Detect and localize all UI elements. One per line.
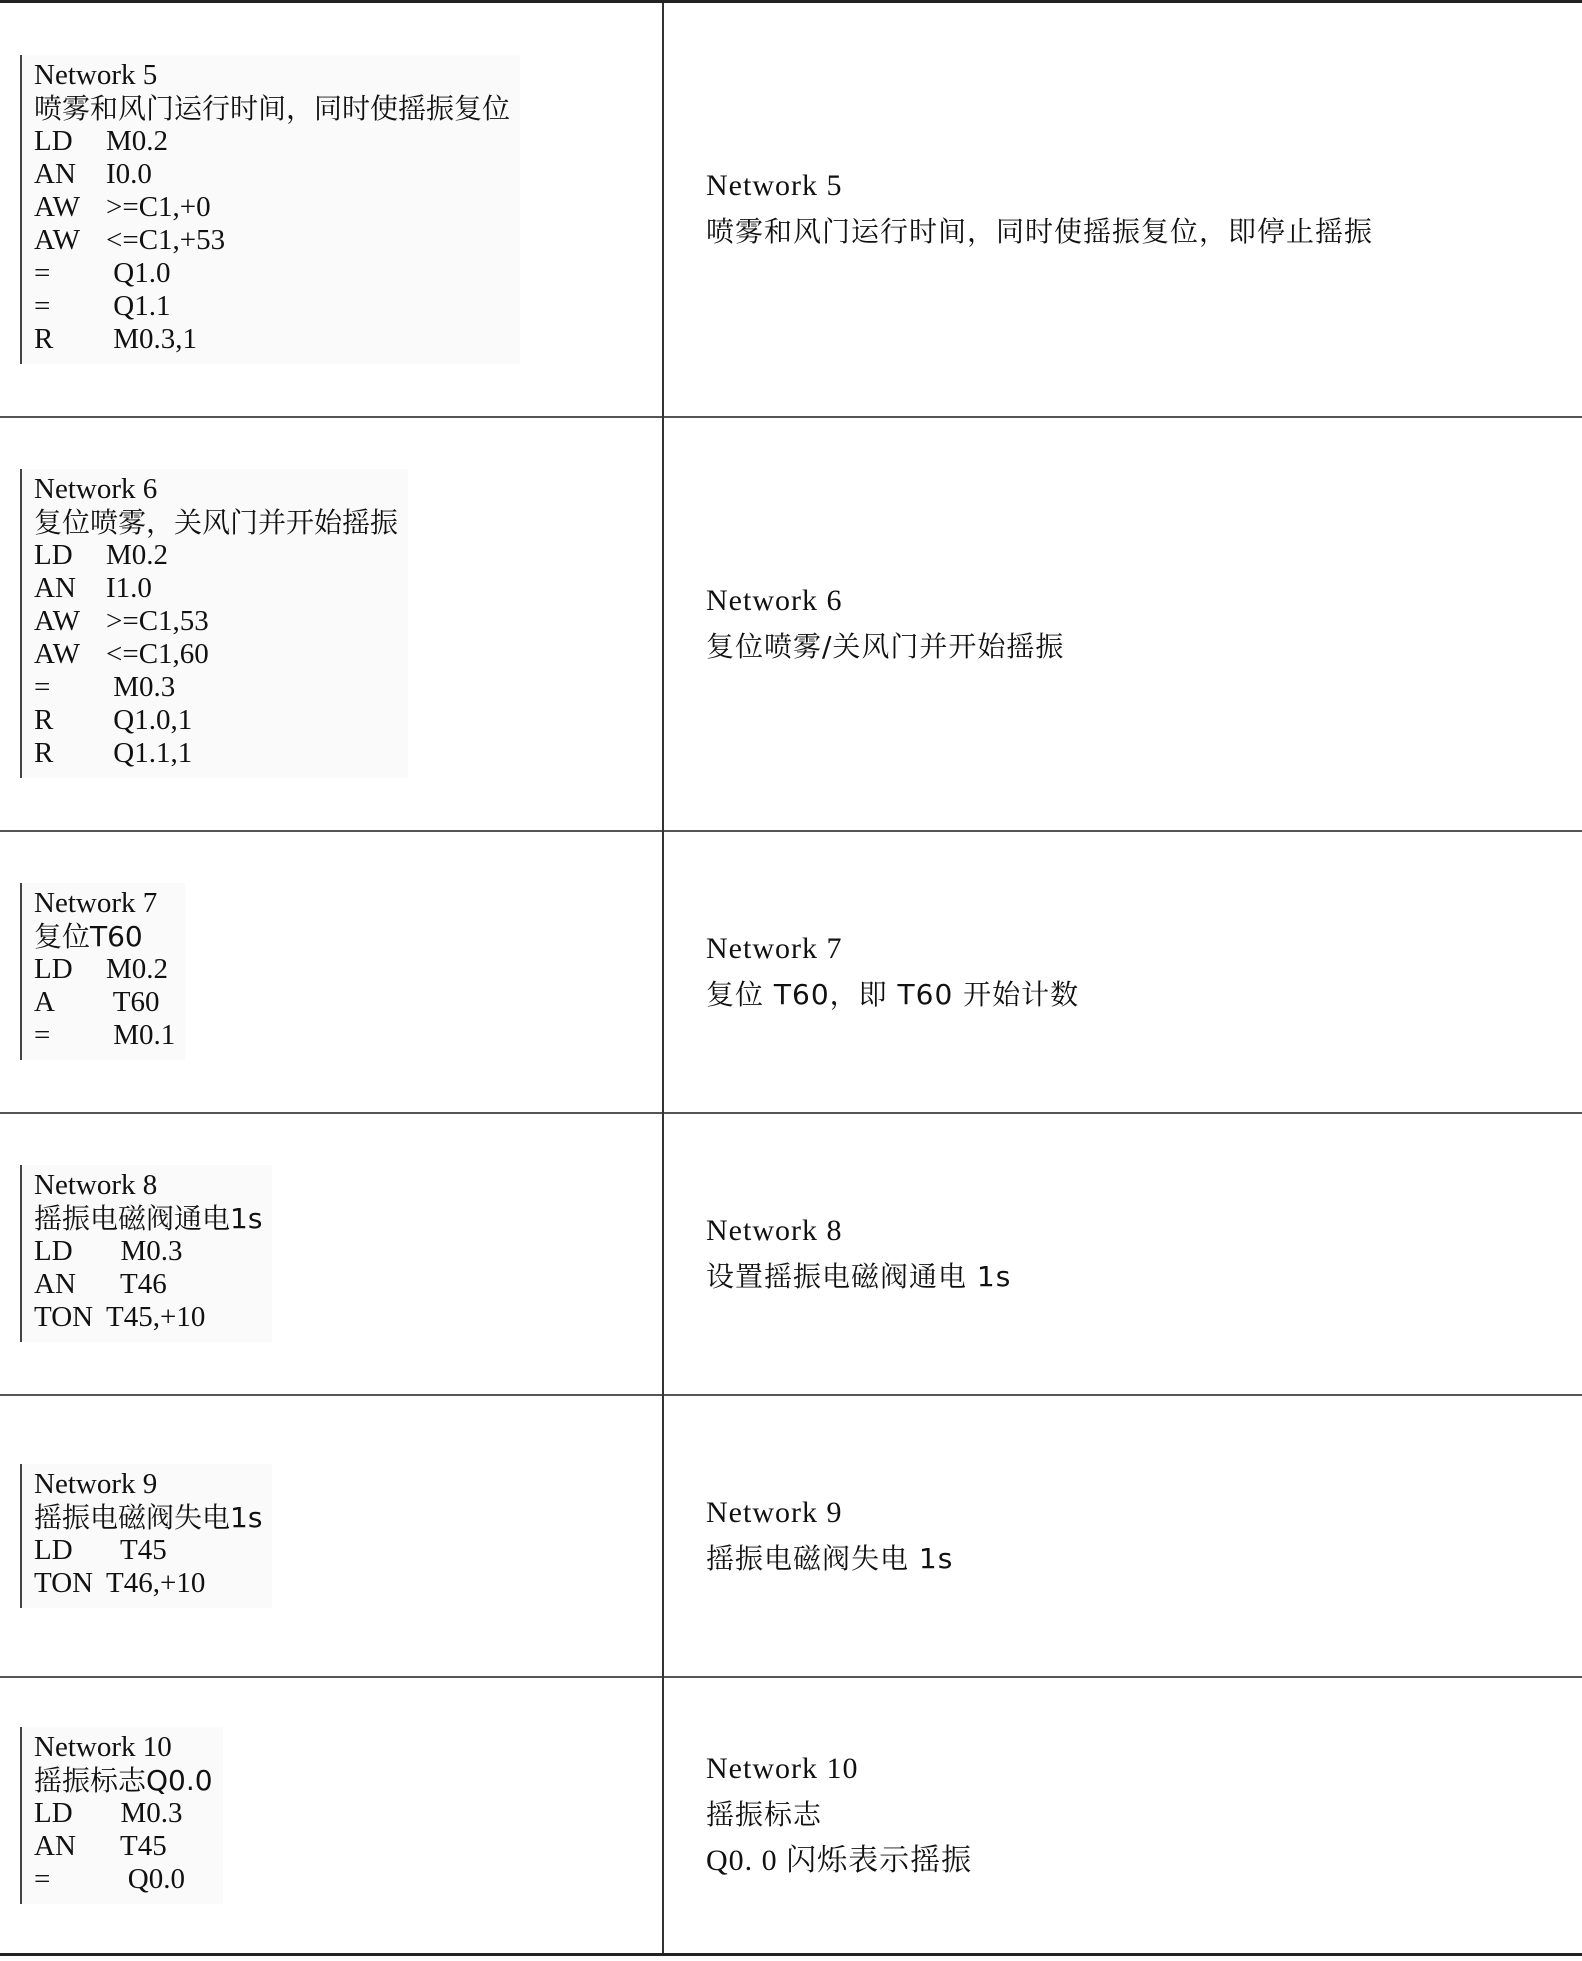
operand: M0.3: [106, 1235, 183, 1267]
operand: Q1.1: [106, 289, 171, 322]
description-line: 喷雾和风门运行时间，同时使摇振复位，即停止摇振: [706, 215, 1374, 249]
instruction-line: [34, 290, 510, 323]
description-line: Q0. 0 闪烁表示摇振: [706, 1844, 973, 1878]
instruction-line: [34, 986, 175, 1019]
code-title: Network 10: [34, 1730, 172, 1763]
code-block: [20, 1727, 223, 1904]
description-line: 摇振电磁阀失电 1s: [706, 1541, 954, 1575]
description-block: [706, 1490, 1582, 1582]
instruction-line: [34, 257, 510, 290]
instruction-line: [34, 1019, 175, 1052]
instruction-line: [34, 1534, 262, 1567]
code-title: Network 5: [34, 58, 158, 91]
operand: Q0.0: [106, 1862, 185, 1895]
description-cell: [663, 417, 1582, 831]
table-row: [0, 1395, 1582, 1677]
operand: T46: [106, 1268, 167, 1300]
description-line: 设置摇振电磁阀通电 1s: [706, 1259, 1012, 1293]
opcode: AN: [34, 572, 76, 604]
instruction-line: [34, 1268, 262, 1301]
instruction-line: [34, 704, 398, 737]
instruction-line: [34, 1797, 213, 1830]
instruction-line: [34, 1863, 213, 1896]
code-comment: 摇振电磁阀通电1s: [34, 1202, 263, 1235]
operand: T60: [106, 986, 160, 1018]
opcode: AW: [34, 605, 80, 637]
operand: >=C1,53: [106, 605, 209, 637]
opcode: A: [34, 986, 55, 1018]
instruction-line: [34, 539, 398, 572]
description-cell: [663, 1113, 1582, 1395]
operand: <=C1,60: [106, 638, 209, 670]
code-comment: 复位T60: [34, 920, 143, 953]
table-row: [0, 1677, 1582, 1955]
operand: M0.1: [106, 1019, 176, 1051]
opcode: AN: [34, 1829, 76, 1862]
code-block: [20, 55, 520, 364]
code-title: Network 8: [34, 1169, 158, 1201]
opcode: TON: [34, 1301, 94, 1333]
operand: I1.0: [106, 572, 152, 604]
description-title: Network 10: [706, 1752, 859, 1786]
opcode: LD: [34, 1533, 73, 1566]
description-title: Network 9: [706, 1495, 843, 1529]
operand: M0.2: [106, 124, 169, 157]
operand: Q1.0: [106, 256, 171, 289]
operand: Q1.0,1: [106, 704, 193, 736]
description-cell: [663, 1395, 1582, 1677]
operand: M0.3: [106, 671, 176, 703]
opcode: R: [34, 704, 54, 736]
code-title: Network 6: [34, 473, 158, 505]
description-cell: [663, 831, 1582, 1113]
opcode: LD: [34, 539, 73, 571]
table-row: [0, 1113, 1582, 1395]
instruction-line: [34, 158, 510, 191]
code-block: [20, 469, 408, 778]
operand: T46,+10: [106, 1566, 206, 1599]
instruction-line: [34, 953, 175, 986]
code-block: [20, 1464, 272, 1608]
instruction-line: [34, 323, 510, 356]
opcode: =: [34, 256, 51, 289]
instruction-line: [34, 191, 510, 224]
opcode: AN: [34, 157, 76, 190]
instruction-line: [34, 1830, 213, 1863]
opcode: LD: [34, 1796, 73, 1829]
opcode: R: [34, 322, 54, 355]
opcode: =: [34, 289, 51, 322]
description-cell: [663, 2, 1582, 417]
description-title: Network 5: [706, 169, 843, 203]
instruction-line: [34, 671, 398, 704]
instruction-line: [34, 1301, 262, 1334]
opcode: =: [34, 1019, 51, 1051]
opcode: LD: [34, 953, 73, 985]
description-block: [706, 926, 1582, 1018]
opcode: LD: [34, 1235, 73, 1267]
code-comment: 复位喷雾，关风门并开始摇振: [34, 506, 399, 539]
description-line: 复位喷雾/关风门并开始摇振: [706, 629, 1065, 663]
code-block: [20, 883, 185, 1060]
code-cell: [0, 831, 663, 1113]
instruction-line: [34, 737, 398, 770]
code-cell: [0, 1395, 663, 1677]
operand: T45: [106, 1533, 167, 1566]
instruction-line: [34, 125, 510, 158]
instruction-line: [34, 638, 398, 671]
code-cell: [0, 1113, 663, 1395]
description-title: Network 7: [706, 931, 843, 965]
operand: M0.3: [106, 1796, 183, 1829]
description-title: Network 8: [706, 1213, 843, 1247]
code-block: [20, 1165, 272, 1342]
description-block: [706, 578, 1582, 670]
table-row: [0, 831, 1582, 1113]
description-line: 复位 T60，即 T60 开始计数: [706, 977, 1080, 1011]
operand: T45,+10: [106, 1301, 206, 1333]
operand: Q1.1,1: [106, 737, 193, 769]
opcode: LD: [34, 124, 73, 157]
table-row: [0, 2, 1582, 417]
opcode: AW: [34, 638, 80, 670]
description-cell: [663, 1677, 1582, 1955]
description-block: [706, 1746, 1582, 1884]
instruction-line: [34, 1235, 262, 1268]
code-cell: [0, 1677, 663, 1955]
opcode: =: [34, 671, 51, 703]
description-block: [706, 1208, 1582, 1300]
operand: I0.0: [106, 157, 152, 190]
description-title: Network 6: [706, 583, 843, 617]
opcode: AN: [34, 1268, 76, 1300]
table-row: [0, 417, 1582, 831]
instruction-line: [34, 1567, 262, 1600]
operand: M0.2: [106, 953, 169, 985]
operand: >=C1,+0: [106, 190, 211, 223]
opcode: R: [34, 737, 54, 769]
code-cell: [0, 417, 663, 831]
opcode: TON: [34, 1566, 94, 1599]
instruction-line: [34, 224, 510, 257]
operand: <=C1,+53: [106, 223, 226, 256]
code-comment: 摇振标志Q0.0: [34, 1763, 213, 1797]
code-comment: 喷雾和风门运行时间，同时使摇振复位: [34, 91, 511, 125]
code-cell: [0, 2, 663, 417]
code-title: Network 7: [34, 887, 158, 919]
opcode: =: [34, 1862, 51, 1895]
operand: M0.2: [106, 539, 169, 571]
instruction-line: [34, 572, 398, 605]
operand: M0.3,1: [106, 322, 198, 355]
code-title: Network 9: [34, 1467, 158, 1500]
opcode: AW: [34, 190, 80, 223]
operand: T45: [106, 1829, 167, 1862]
description-block: [706, 163, 1582, 255]
opcode: AW: [34, 223, 80, 256]
instruction-line: [34, 605, 398, 638]
code-comment: 摇振电磁阀失电1s: [34, 1500, 263, 1534]
description-line: 摇振标志: [706, 1798, 823, 1832]
